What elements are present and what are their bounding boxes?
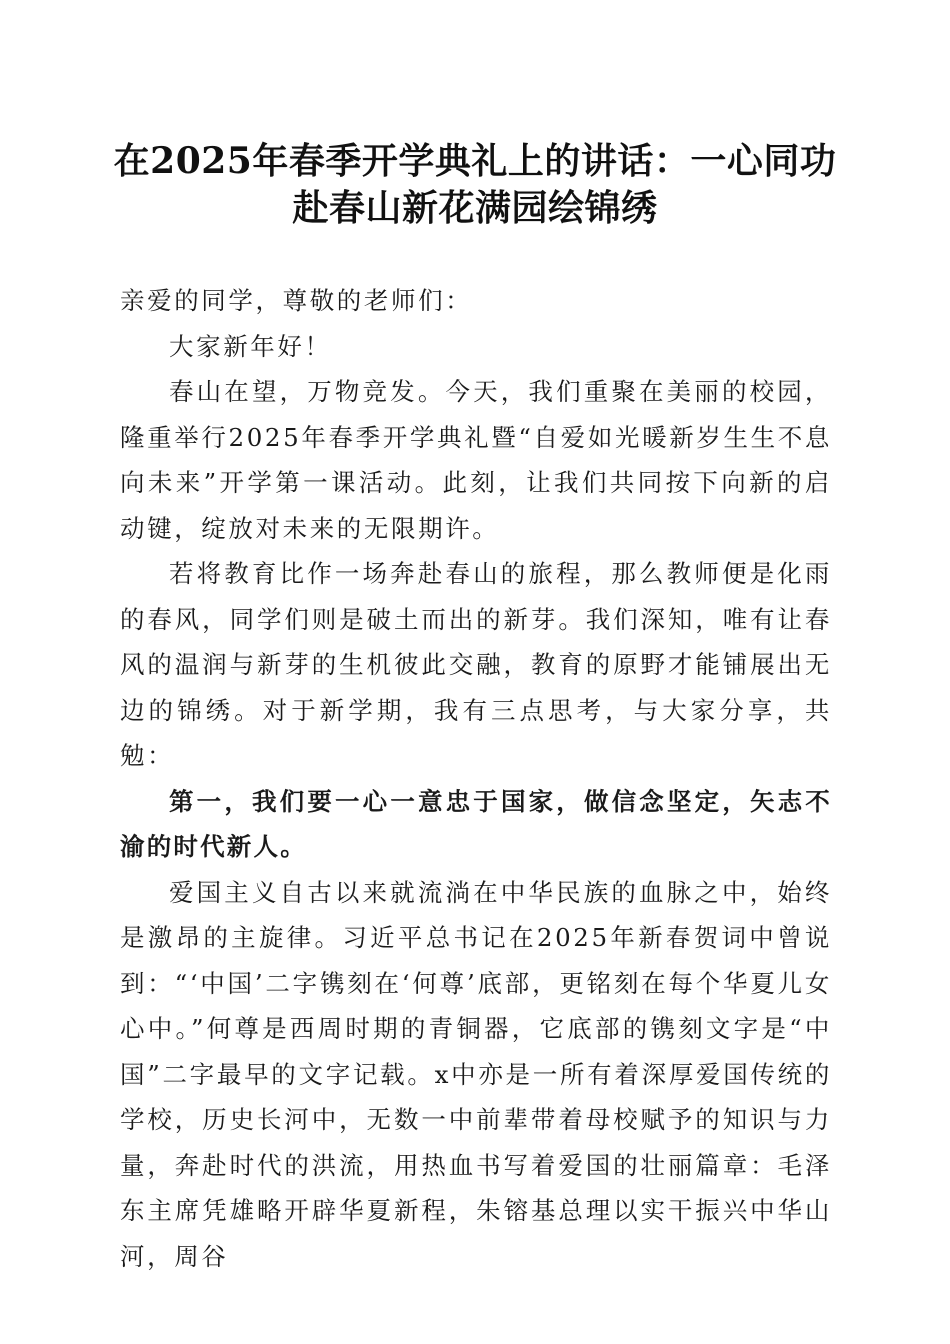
- paragraph-patriotism: 爱国主义自古以来就流淌在中华民族的血脉之中，始终是激昂的主旋律。习近平总书记在2025年新春贺词中曾说到：“‘中国’二字镌刻在‘何尊’底部，更铭刻在每个华夏儿女心中。”何尊是西周时期的青铜器，它底部的镌刻文字是“中国”二字最早的文字记载。x中亦是一所有着深厚爱国传统的学校，历史长河中，无数一中前辈带着母校赋予的知识与力量，奔赴时代的洪流，用热血书写着爱国的壮丽篇章：毛泽东主席凭雄略开辟华夏新程，朱镕基总理以实干振兴中华山河，周谷: [120, 877, 832, 1271]
- paragraph-opening: 春山在望，万物竞发。今天，我们重聚在美丽的校园，隆重举行2025年春季开学典礼暨“自爱如光暖新岁生生不息向未来”开学第一课活动。此刻，让我们共同按下向新的启动键，绽放对未来的无限期许。: [120, 377, 832, 543]
- document-title: [110, 138, 840, 232]
- title-line-2: 赴春山新花满园绘锦绣: [292, 187, 658, 229]
- greeting: 大家新年好！: [169, 331, 332, 361]
- point-one-heading: 第一，我们要一心一意忠于国家，做信念坚定，矢志不渝的时代新人。: [120, 786, 832, 861]
- paragraph-journey: 若将教育比作一场奔赴春山的旅程，那么教师便是化雨的春风，同学们则是破土而出的新芽。我们深知，唯有让春风的温润与新芽的生机彼此交融，教育的原野才能铺展出无边的锦绣。对于新学期，我有三点思考，与大家分享，共勉：: [120, 559, 832, 770]
- document-body: [120, 278, 832, 1279]
- salutation: 亲爱的同学，尊敬的老师们：: [120, 286, 473, 315]
- title-line-1: 在2025年春季开学典礼上的讲话：一心同功: [113, 140, 837, 182]
